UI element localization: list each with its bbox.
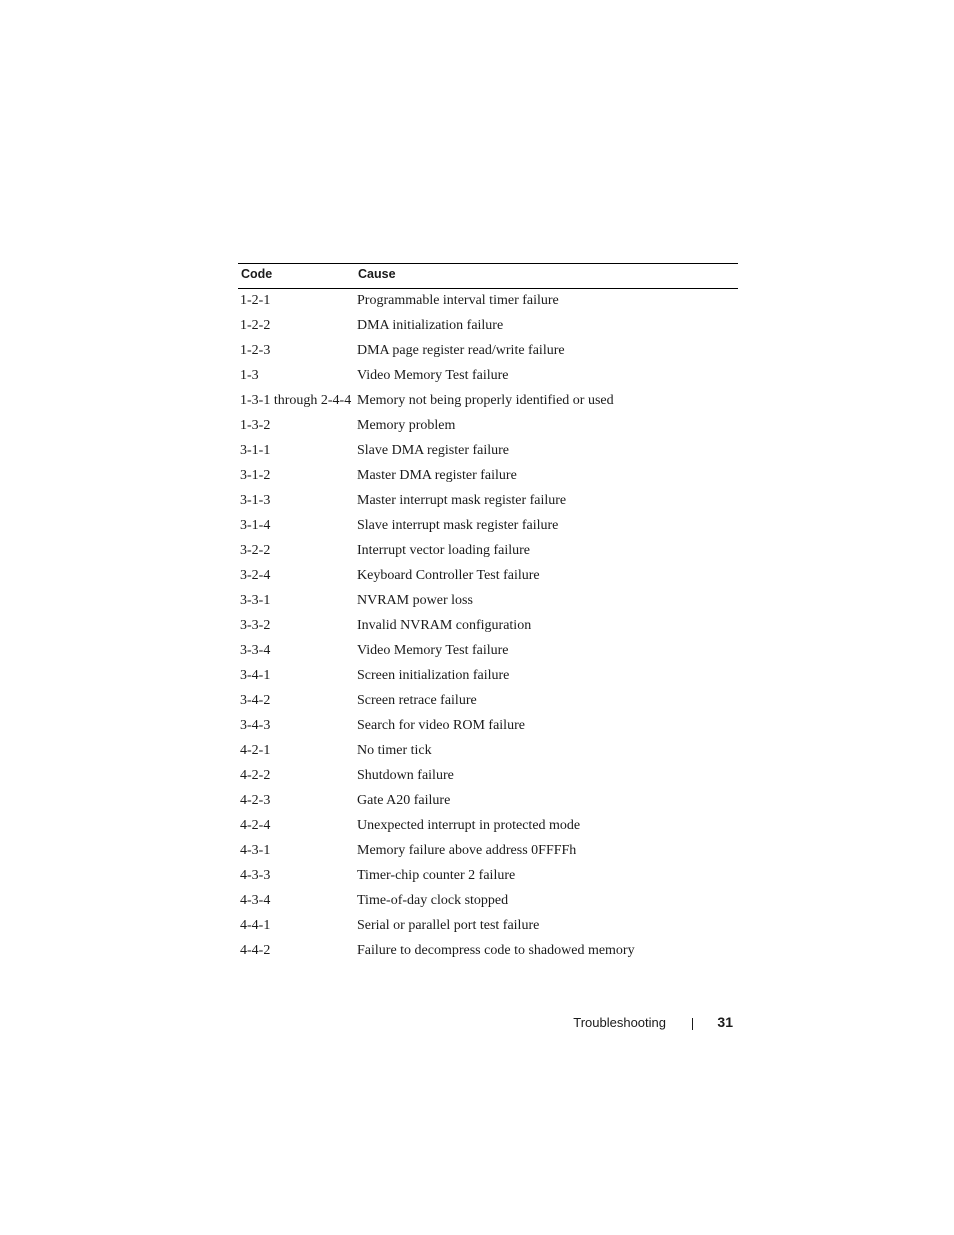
cause-cell: Memory failure above address 0FFFFh — [357, 843, 577, 858]
code-cell: 3-4-3 — [240, 718, 271, 733]
code-cell: 4-4-1 — [240, 918, 271, 933]
table-row — [238, 414, 738, 439]
cause-cell: Timer-chip counter 2 failure — [357, 868, 516, 883]
cause-cell: No timer tick — [357, 743, 432, 758]
cause-cell: Search for video ROM failure — [357, 718, 525, 733]
code-cell: 4-3-1 — [240, 843, 271, 858]
table-header — [238, 264, 738, 289]
table-row — [238, 589, 738, 614]
code-cell: 4-2-4 — [240, 818, 271, 833]
code-cell: 1-2-2 — [240, 318, 271, 333]
table-row — [238, 489, 738, 514]
footer-separator — [692, 1018, 693, 1030]
cause-cell: Shutdown failure — [357, 768, 454, 783]
cause-cell: Keyboard Controller Test failure — [357, 568, 540, 583]
cause-cell: Programmable interval timer failure — [357, 293, 559, 308]
table-row — [238, 814, 738, 839]
footer-section-title: Troubleshooting — [573, 1015, 666, 1030]
table-row — [238, 364, 738, 389]
code-cell: 3-2-4 — [240, 568, 271, 583]
code-cell: 3-1-3 — [240, 493, 271, 508]
code-cell: 3-1-1 — [240, 443, 271, 458]
table-row — [238, 539, 738, 564]
table-row — [238, 764, 738, 789]
cause-cell: Interrupt vector loading failure — [357, 543, 530, 558]
table-row — [238, 439, 738, 464]
code-cell: 3-3-2 — [240, 618, 271, 633]
code-cell: 4-3-3 — [240, 868, 271, 883]
table-row — [238, 389, 738, 414]
table-row — [238, 939, 738, 964]
table-row — [238, 614, 738, 639]
table-row — [238, 289, 738, 315]
cause-cell: Screen initialization failure — [357, 668, 510, 683]
cause-cell: Video Memory Test failure — [357, 643, 509, 658]
table-row — [238, 789, 738, 814]
table-row — [238, 714, 738, 739]
cause-cell: Memory problem — [357, 418, 456, 433]
table-row — [238, 889, 738, 914]
table-row — [238, 864, 738, 889]
table-row — [238, 914, 738, 939]
code-cell: 3-3-1 — [240, 593, 271, 608]
table-row — [238, 314, 738, 339]
code-cell: 4-2-2 — [240, 768, 271, 783]
code-cell: 1-3-1 through 2-4-4 — [240, 393, 352, 408]
table-row — [238, 339, 738, 364]
code-cell: 1-2-1 — [240, 293, 271, 308]
table-row — [238, 464, 738, 489]
cause-cell: DMA initialization failure — [357, 318, 504, 333]
code-cell: 3-1-4 — [240, 518, 271, 533]
code-cell: 3-3-4 — [240, 643, 271, 658]
table-header-row — [238, 264, 738, 289]
cause-cell: Master DMA register failure — [357, 468, 517, 483]
cause-cell: Serial or parallel port test failure — [357, 918, 540, 933]
code-cell: 3-1-2 — [240, 468, 271, 483]
code-cell: 4-4-2 — [240, 943, 271, 958]
cause-cell: Video Memory Test failure — [357, 368, 509, 383]
cause-cell: Memory not being properly identified or used — [357, 393, 614, 408]
table-row — [238, 739, 738, 764]
code-cell: 4-2-1 — [240, 743, 271, 758]
cause-cell: Failure to decompress code to shadowed memory — [357, 943, 635, 958]
cause-cell: Screen retrace failure — [357, 693, 477, 708]
table-row — [238, 564, 738, 589]
table-row — [238, 689, 738, 714]
cause-cell: Slave DMA register failure — [357, 443, 510, 458]
code-cell: 1-2-3 — [240, 343, 271, 358]
code-cell: 3-2-2 — [240, 543, 271, 558]
table-row — [238, 514, 738, 539]
column-header-code: Code — [238, 264, 355, 289]
code-cell: 1-3 — [240, 368, 259, 383]
page-number: 31 — [717, 1014, 733, 1030]
table-row — [238, 639, 738, 664]
cause-cell: NVRAM power loss — [357, 593, 473, 608]
code-cell: 1-3-2 — [240, 418, 271, 433]
column-header-cause: Cause — [355, 264, 738, 289]
cause-cell: Gate A20 failure — [357, 793, 451, 808]
code-cell: 3-4-2 — [240, 693, 271, 708]
cause-cell: Time-of-day clock stopped — [357, 893, 509, 908]
code-cell: 4-2-3 — [240, 793, 271, 808]
page-footer — [0, 1015, 954, 1035]
cause-cell: DMA page register read/write failure — [357, 343, 565, 358]
table-row — [238, 839, 738, 864]
beep-code-table — [238, 263, 738, 964]
code-cell: 4-3-4 — [240, 893, 271, 908]
table-row — [238, 664, 738, 689]
cause-cell: Slave interrupt mask register failure — [357, 518, 559, 533]
cause-cell: Unexpected interrupt in protected mode — [357, 818, 581, 833]
cause-cell: Master interrupt mask register failure — [357, 493, 567, 508]
code-cell: 3-4-1 — [240, 668, 271, 683]
table-body — [238, 289, 738, 965]
cause-cell: Invalid NVRAM configuration — [357, 618, 532, 633]
